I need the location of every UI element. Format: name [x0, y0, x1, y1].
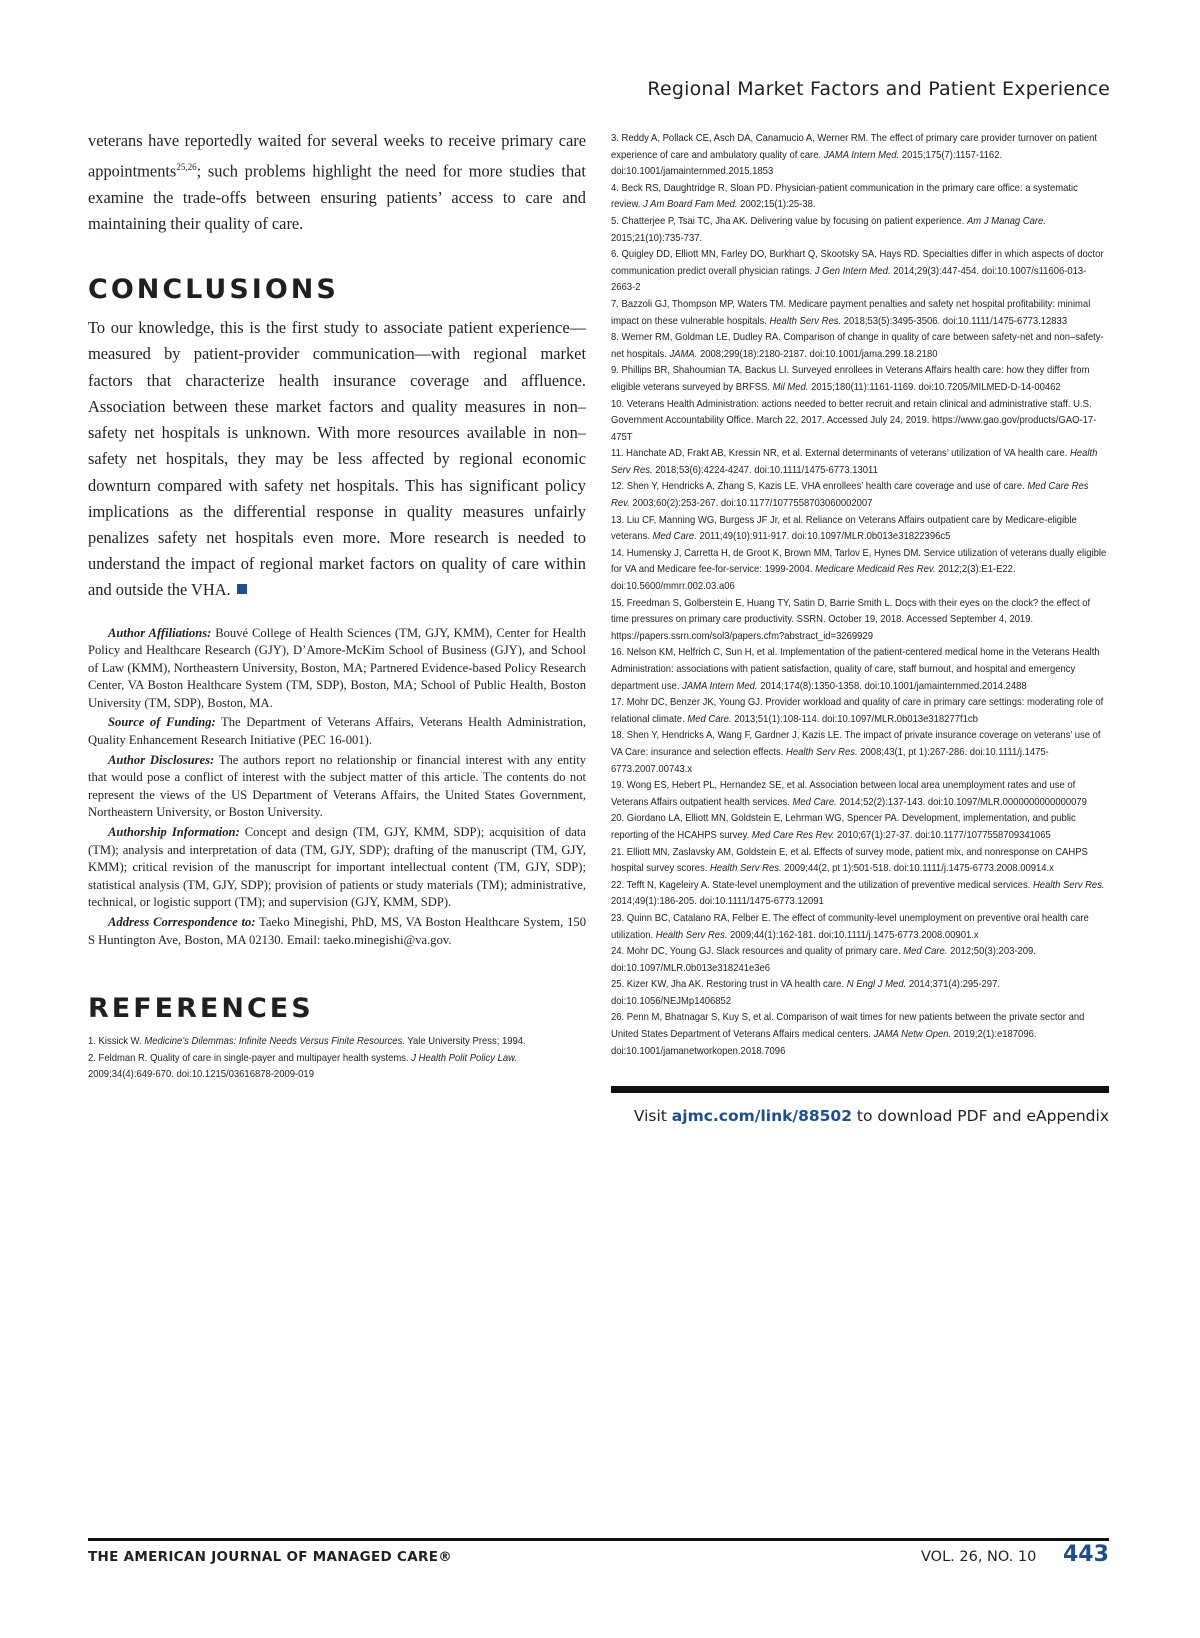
reference-journal: Med Care. — [652, 531, 697, 543]
reference-journal: Medicine’s Dilemmas: Infinite Needs Versus Finite Resources. — [144, 1036, 405, 1048]
reference-journal: JAMA Intern Med. — [823, 149, 900, 161]
reference-text: 21. Elliott MN, Zaslavsky AM, Goldstein E, et al. Effects of survey mode, patient mix, and nonresponse on CAHPS hospital survey scores. — [611, 846, 1088, 875]
disclosure-text: Taeko Minegishi, PhD, MS, VA Boston Healthcare System, 150 S Huntington Ave, Boston, MA 02130. Email: taeko.minegishi@va.gov. — [88, 915, 586, 947]
reference-item — [611, 728, 1108, 778]
reference-text: 14. Humensky J, Carretta H, de Groot K, Brown MM, Tarlov E, Hynes DM. Service utilization of veterans dually eligible for VA and Medicare fee-for-service: 1999-2004. — [611, 547, 1107, 576]
reference-citation: 2002;15(1):25-38. — [737, 199, 816, 211]
reference-item — [611, 944, 1108, 977]
reference-item — [611, 878, 1108, 911]
reference-text: 12. Shen Y, Hendricks A, Zhang S, Kazis LE. VHA enrollees’ health care coverage and use of care. — [611, 481, 1028, 493]
reference-journal: Med Care Res Rev. — [751, 829, 835, 841]
reference-item — [611, 911, 1108, 944]
disclosure-affiliations — [88, 625, 586, 713]
reference-citation: 2008;299(18):2180-2187. doi:10.1001/jama.299.18.2180 — [697, 348, 938, 360]
disclosure-label: Author Affiliations: — [108, 625, 212, 640]
reference-journal: J Am Board Fam Med. — [643, 199, 738, 211]
reference-citation: 2011;49(10):911-917. doi:10.1097/MLR.0b013e31822396c5 — [696, 531, 951, 543]
footer-journal-name: THE AMERICAN JOURNAL OF MANAGED CARE® — [88, 1549, 453, 1565]
reference-citation: 2003;60(2):253-267. doi:10.1177/1077558703060002007 — [629, 498, 873, 510]
reference-citation: 2009;44(1):162-181. doi:10.1111/j.1475-6773.2008.00901.x — [727, 929, 979, 941]
reference-journal: Health Serv Res. — [611, 448, 1098, 476]
reference-item — [611, 845, 1108, 878]
reference-item — [611, 1010, 1108, 1060]
reference-citation: 2013;51(1):108-114. doi:10.1097/MLR.0b013e318277f1cb — [731, 713, 978, 725]
reference-text: 11. Hanchate AD, Frakt AB, Kressin NR, et al. External determinants of veterans’ utilization of VA health care. — [611, 448, 1070, 460]
reference-item — [611, 446, 1108, 479]
reference-text: 25. Kizer KW, Jha AK. Restoring trust in VA health care. — [611, 979, 847, 991]
reference-citation: 2019;2(1):e187096. doi:10.1001/jamanetworkopen.2018.7096 — [611, 1029, 1037, 1057]
reference-item — [611, 695, 1108, 728]
reference-citation: 2015;21(10):735-737. — [611, 232, 703, 244]
reference-item — [611, 247, 1108, 297]
reference-journal: Med Care. — [903, 946, 948, 958]
conclusions-heading: CONCLUSIONS — [88, 274, 339, 306]
reference-item — [611, 811, 1108, 844]
reference-item — [611, 513, 1108, 546]
reference-citation: 2009;34(4):649-670. doi:10.1215/03616878-2009-019 — [88, 1069, 314, 1081]
reference-text: 16. Nelson KM, Helfrich C, Sun H, et al. Implementation of the patient-centered medical home in the Veterans Health Administration: associations with patient satisfaction, quality of care, staff burnout, and hospital and emergency department use. — [611, 647, 1100, 692]
reference-citation: 2008;43(1, pt 1):267-286. doi:10.1111/j.1475-6773.2007.00743.x — [611, 746, 1049, 775]
reference-text: 26. Penn M, Bhatnagar S, Kuy S, et al. Comparison of wait times for new patients between the private sector and United States Department of Veterans Affairs medical centers. — [611, 1012, 1085, 1041]
disclosure-authorship — [88, 824, 586, 912]
reference-item — [611, 977, 1108, 1010]
reference-text: 2. Feldman R. Quality of care in single-payer and multipayer health systems. — [88, 1052, 412, 1064]
disclosure-text: The authors report no relationship or financial interest with any entity that would pose a conflict of interest with the subject matter of this article. The contents do not represent the views of the US Department of Veterans Affairs, the United States Government, Northeastern University, or Boston University. — [88, 752, 587, 820]
reference-journal: Health Serv Res. — [655, 929, 728, 941]
reference-citation: 2014;371(4):295-297. doi:10.1056/NEJMp1406852 — [611, 979, 1000, 1007]
reference-text: 1. Kissick W. — [88, 1036, 145, 1048]
reference-journal: J Gen Intern Med. — [814, 265, 891, 277]
end-of-article-mark — [237, 584, 247, 594]
reference-journal: Am J Manag Care. — [966, 215, 1046, 227]
reference-list-right — [611, 131, 1109, 1060]
conclusions-paragraph — [88, 315, 586, 603]
reference-text: 13. Liu CF, Manning WG, Burgess JF Jr, et al. Reliance on Veterans Affairs outpatient care by Medicare-eligible veterans. — [611, 514, 1077, 543]
reference-item — [88, 1051, 585, 1084]
reference-journal: Med Care. — [792, 796, 837, 808]
intro-text-after: ; such problems highlight the need for more studies that examine the trade-offs between ensuring patients’ access to care and maintaining their quality of care. — [88, 161, 586, 234]
reference-text: 7. Bazzoli GJ, Thompson MP, Waters TM. Medicare payment penalties and safety net hospital profitability: minimal impact on these vulnerable hospitals. — [611, 298, 1091, 327]
reference-citation: 2010;67(1):27-37. doi:10.1177/1077558709341065 — [834, 829, 1051, 841]
reference-list-left — [88, 1034, 586, 1084]
reference-text: 23. Quinn BC, Catalano RA, Felber E. The effect of community-level unemployment on preventive oral health care utilization. — [611, 912, 1089, 941]
disclosure-correspondence — [88, 914, 586, 949]
reference-journal: Med Care. — [687, 713, 732, 725]
reference-journal: JAMA Intern Med. — [682, 680, 758, 692]
disclosure-author-disclosures — [88, 752, 586, 822]
footer-page-number: 443 — [1063, 1542, 1109, 1567]
reference-citation: 2012;50(3):203-209. doi:10.1097/MLR.0b013e318241e3e6 — [611, 946, 1036, 974]
reference-citation: 2009;44(2, pt 1):501-518. doi:10.1111/j.1475-6773.2008.00914.x — [781, 863, 1054, 875]
reference-item — [611, 596, 1108, 646]
reference-journal: N Engl J Med. — [846, 979, 907, 991]
reference-item — [611, 181, 1108, 214]
reference-text: 18. Shen Y, Hendricks A, Wang F, Gardner J, Kazis LE. The impact of private insurance coverage on veterans’ use of VA Care: insurance and selection effects. — [611, 730, 1101, 758]
reference-text: 24. Mohr DC, Young GJ. Slack resources and quality of primary care. — [611, 946, 904, 958]
reference-text: 3. Reddy A, Pollack CE, Asch DA, Canamucio A, Werner RM. The effect of primary care provider turnover on patient experience of care and ambulatory quality of care. — [611, 133, 1097, 161]
reference-text: 10. Veterans Health Administration: actions needed to better recruit and retain clinical and administrative staff. U.S. Government Accountability Office. March 22, 2017. Accessed July 24, 2019. https://www.gao.gov/products/GAO-17-475T — [611, 398, 1097, 443]
reference-item — [611, 479, 1108, 512]
reference-citation: 2018;53(6):4224-4247. doi:10.1111/1475-6773.13011 — [652, 464, 878, 476]
reference-citation: 2018;53(5):3495-3506. doi:10.1111/1475-6773.12833 — [841, 315, 1068, 327]
thick-rule — [611, 1086, 1109, 1093]
reference-journal: Health Serv Res. — [769, 315, 842, 327]
reference-citation: 2015;180(11):1161-1169. doi:10.7205/MILMED-D-14-00462 — [808, 381, 1061, 393]
reference-citation: 2015;175(7):1157-1162. doi:10.1001/jamainternmed.2015.1853 — [611, 149, 1003, 178]
reference-text: 22. Tefft N, Kageleiry A. State-level unemployment and the utilization of preventive medical services. — [611, 879, 1033, 891]
reference-text: 17. Mohr DC, Benzer JK, Young GJ. Provider workload and quality of care in primary care settings: moderating role of relational climate. — [611, 697, 1104, 725]
footer-volume: VOL. 26, NO. 10 — [921, 1549, 1037, 1565]
footer-rule — [88, 1538, 1109, 1541]
reference-citation: 2014;52(2):137-143. doi:10.1097/MLR.0000000000000079 — [836, 796, 1087, 808]
reference-text: 19. Wong ES, Hebert PL, Hernandez SE, et al. Association between local area unemployment rates and use of Veterans Affairs outpatient health services. — [611, 780, 1076, 808]
reference-item — [88, 1034, 585, 1051]
intro-text-before: veterans have reportedly waited for several weeks to receive primary care appointments — [88, 131, 586, 181]
disclosure-label: Authorship Information: — [108, 825, 240, 840]
reference-item — [611, 330, 1108, 363]
reference-item — [611, 397, 1108, 447]
download-link[interactable]: ajmc.com/link/88502 — [671, 1107, 852, 1125]
reference-text: 8. Werner RM, Goldman LE, Dudley RA. Comparison of change in quality of care between safety-net and non–safety-net hospitals. — [611, 332, 1104, 360]
reference-text: 5. Chatterjee P, Tsai TC, Jha AK. Delivering value by focusing on patient experience. — [611, 215, 967, 227]
disclosure-label: Source of Funding: — [108, 715, 216, 730]
intro-paragraph — [88, 128, 586, 237]
reference-journal: JAMA. — [669, 348, 698, 360]
reference-citation: 2012;2(3):E1-E22. doi:10.5600/mmrr.002.03.a06 — [611, 564, 1016, 593]
reference-citation: 2014;49(1):186-205. doi:10.1111/1475-6773.12091 — [611, 896, 824, 908]
reference-journal: JAMA Netw Open. — [873, 1029, 952, 1041]
reference-journal: Health Serv Res. — [786, 746, 858, 758]
references-heading: REFERENCES — [88, 993, 314, 1025]
reference-item — [611, 546, 1108, 596]
right-column — [611, 131, 1109, 1060]
reference-journal: Health Serv Res. — [709, 863, 782, 875]
reference-journal: Medicare Medicaid Res Rev. — [815, 564, 936, 576]
citation-superscript: 25,26 — [176, 162, 197, 173]
reference-item — [611, 297, 1108, 330]
conclusions-text: To our knowledge, this is the first study to associate patient experience—measured by patient-provider communication—with regional market factors that characterize health insurance coverage and affluence. Association between these market factors and quality measures in non–safety net hospitals is unknown. With more resources available in non–safety net hospitals, they may be less affected by regional economic downturn compared with safety net hospitals. This has significant policy implications as the differential response in quality measures unfairly penalizes safety net hospitals even more. More research is needed to understand the impact of regional market factors on quality of care within and outside the VHA. — [88, 318, 586, 600]
reference-citation: 2014;174(8):1350-1358. doi:10.1001/jamainternmed.2014.2488 — [757, 680, 1027, 692]
reference-item — [611, 131, 1108, 181]
download-note-suffix: to download PDF and eAppendix — [852, 1107, 1109, 1125]
reference-citation: 2014;29(3):447-454. doi:10.1007/s11606-013-2663-2 — [611, 265, 1087, 294]
disclosure-funding — [88, 714, 586, 749]
running-head: Regional Market Factors and Patient Experience — [647, 78, 1110, 100]
reference-journal: Med Care Res Rev. — [611, 481, 1089, 510]
disclosure-text: Bouvé College of Health Sciences (TM, GJY, KMM), Center for Health Policy and Healthcare Research (GJY), D’Amore-McKim School of Business (GJY), and School of Law (KMM), Northeastern University, Boston, MA; Partnered Evidence-based Policy Research Center, VA Boston Healthcare System (TM, SDP), Boston, MA; School of Public Health, Boston University (TM, SDP), Boston, MA. — [88, 625, 586, 710]
disclosure-text: The Department of Veterans Affairs, Veterans Health Administration, Quality Enhancement Research Initiative (PEC 16-001). — [88, 715, 586, 748]
reference-item — [611, 214, 1108, 247]
download-note-prefix: Visit — [633, 1107, 672, 1125]
reference-item — [611, 363, 1108, 396]
reference-journal: Health Serv Res. — [1032, 879, 1105, 891]
download-note — [634, 1107, 1109, 1125]
reference-item — [611, 645, 1108, 695]
reference-text: 9. Phillips BR, Shahoumian TA, Backus LI. Surveyed enrollees in Veterans Affairs health care: how they differ from eligible veterans surveyed by BRFSS. — [611, 365, 1090, 393]
reference-text: 15. Freedman S, Golberstein E, Huang TY, Satin D, Barrie Smith L. Docs with their eyes on the clock? the effect of time pressures on primary care productivity. SSRN. October 19, 2018. Accessed September 4, 2019. https://papers.ssrn.com/sol3/papers.cfm?abstract_id=3269929 — [611, 597, 1091, 642]
reference-citation: Yale University Press; 1994. — [404, 1036, 526, 1048]
reference-text: 4. Beck RS, Daughtridge R, Sloan PD. Physician-patient communication in the primary care office: a systematic review. — [611, 182, 1078, 211]
reference-text: 6. Quigley DD, Elliott MN, Farley DO, Burkhart Q, Skootsky SA, Hays RD. Specialties differ in which aspects of doctor communication predict overall physician ratings. — [611, 249, 1104, 277]
disclosure-label: Author Disclosures: — [108, 752, 215, 767]
reference-journal: J Health Polit Policy Law. — [411, 1052, 518, 1064]
disclosures — [88, 625, 586, 950]
left-column — [88, 128, 586, 1084]
reference-journal: Mil Med. — [772, 381, 809, 393]
reference-text: 20. Giordano LA, Elliott MN, Goldstein E, Lehrman WG, Spencer PA. Development, implementation, and public reporting of the HCAHPS survey. — [611, 813, 1076, 841]
disclosure-label: Address Correspondence to: — [108, 915, 256, 930]
disclosure-text: Concept and design (TM, GJY, KMM, SDP); acquisition of data (TM); analysis and interpretation of data (TM, GJY, SDP); drafting of the manuscript (TM, GJY, KMM); critical revision of the manuscript for important intellectual content (TM, GJY, SDP); statistical analysis (TM, GJY, SDP); provision of patients or study materials (TM); administrative, technical, or logistic support (TM); and supervision (GJY, KMM, SDP). — [88, 825, 586, 910]
reference-item — [611, 778, 1108, 811]
